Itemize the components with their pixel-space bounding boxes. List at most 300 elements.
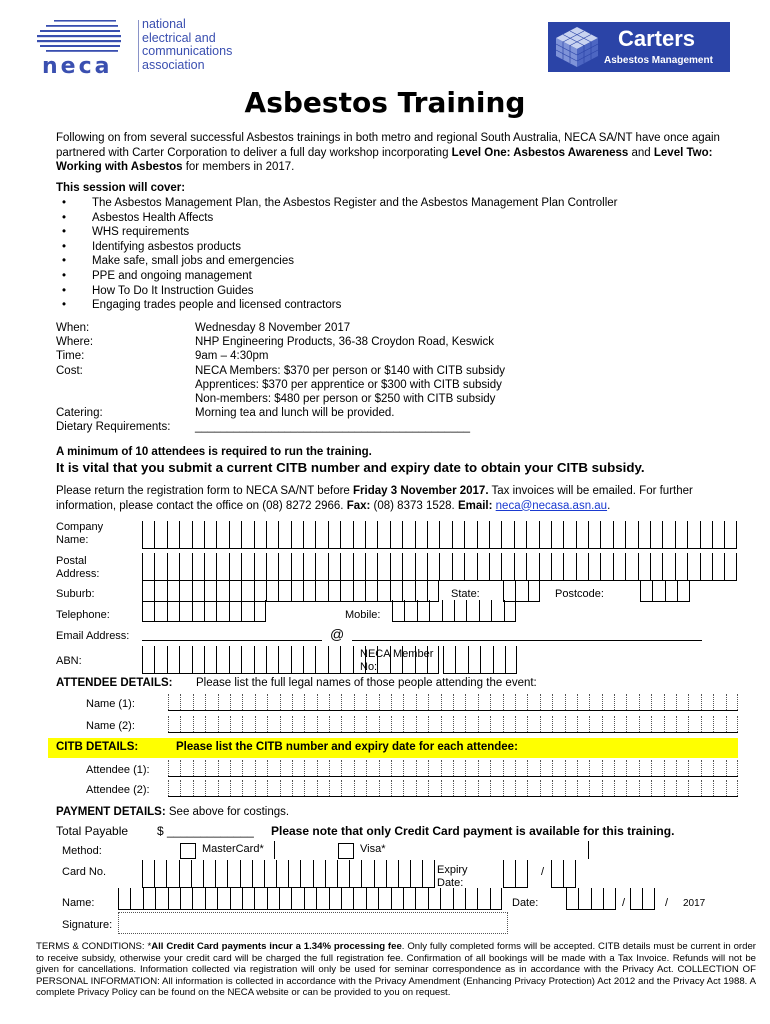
char-cell[interactable] xyxy=(453,780,465,796)
char-cell[interactable] xyxy=(192,888,204,910)
char-cell[interactable] xyxy=(278,553,290,581)
char-cell[interactable] xyxy=(566,888,578,910)
char-cell[interactable] xyxy=(440,888,452,910)
visa-checkbox[interactable] xyxy=(338,843,354,859)
char-cell[interactable] xyxy=(490,780,502,796)
char-cell[interactable] xyxy=(464,521,476,549)
char-cell[interactable] xyxy=(303,521,315,549)
char-cell[interactable] xyxy=(417,600,429,622)
char-cell[interactable] xyxy=(540,716,552,732)
char-cell[interactable] xyxy=(280,694,292,710)
char-cell[interactable] xyxy=(266,646,278,674)
char-cell[interactable] xyxy=(266,521,278,549)
char-cell[interactable] xyxy=(230,780,242,796)
char-cell[interactable] xyxy=(464,553,476,581)
char-cell[interactable] xyxy=(478,716,490,732)
char-cell[interactable] xyxy=(242,716,254,732)
char-cell[interactable] xyxy=(552,694,564,710)
char-cell[interactable] xyxy=(193,760,205,776)
char-cell[interactable] xyxy=(651,760,663,776)
char-cell[interactable] xyxy=(365,553,377,581)
char-cell[interactable] xyxy=(328,553,340,581)
char-cell[interactable] xyxy=(403,780,415,796)
char-cell[interactable] xyxy=(279,888,291,910)
char-cell[interactable] xyxy=(255,760,267,776)
char-cell[interactable] xyxy=(713,716,725,732)
char-cell[interactable] xyxy=(453,694,465,710)
char-cell[interactable] xyxy=(180,888,192,910)
char-cell[interactable] xyxy=(614,780,626,796)
char-cell[interactable] xyxy=(403,888,415,910)
char-cell[interactable] xyxy=(422,860,434,888)
char-cell[interactable] xyxy=(402,553,414,581)
char-cell[interactable] xyxy=(192,580,204,602)
char-cell[interactable] xyxy=(329,716,341,732)
char-cell[interactable] xyxy=(291,521,303,549)
char-cell[interactable] xyxy=(328,521,340,549)
char-cell[interactable] xyxy=(664,760,676,776)
char-cell[interactable] xyxy=(267,694,279,710)
char-cell[interactable] xyxy=(565,780,577,796)
postcode-field[interactable] xyxy=(640,580,690,602)
cardholder-name-field[interactable] xyxy=(118,888,502,910)
char-cell[interactable] xyxy=(179,553,191,581)
char-cell[interactable] xyxy=(614,716,626,732)
char-cell[interactable] xyxy=(514,521,526,549)
char-cell[interactable] xyxy=(379,716,391,732)
char-cell[interactable] xyxy=(266,553,278,581)
char-cell[interactable] xyxy=(416,760,428,776)
char-cell[interactable] xyxy=(340,580,352,602)
char-cell[interactable] xyxy=(361,860,373,888)
char-cell[interactable] xyxy=(726,780,738,796)
char-cell[interactable] xyxy=(142,521,154,549)
char-cell[interactable] xyxy=(291,580,303,602)
char-cell[interactable] xyxy=(390,553,402,581)
char-cell[interactable] xyxy=(386,860,398,888)
char-cell[interactable] xyxy=(638,553,650,581)
char-cell[interactable] xyxy=(337,860,349,888)
char-cell[interactable] xyxy=(676,760,688,776)
char-cell[interactable] xyxy=(366,694,378,710)
char-cell[interactable] xyxy=(204,553,216,581)
char-cell[interactable] xyxy=(490,716,502,732)
char-cell[interactable] xyxy=(267,760,279,776)
char-cell[interactable] xyxy=(215,860,227,888)
char-cell[interactable] xyxy=(325,860,337,888)
char-cell[interactable] xyxy=(701,694,713,710)
char-cell[interactable] xyxy=(204,521,216,549)
char-cell[interactable] xyxy=(154,860,166,888)
char-cell[interactable] xyxy=(392,600,404,622)
char-cell[interactable] xyxy=(341,694,353,710)
char-cell[interactable] xyxy=(291,888,303,910)
char-cell[interactable] xyxy=(441,780,453,796)
char-cell[interactable] xyxy=(353,553,365,581)
char-cell[interactable] xyxy=(503,694,515,710)
neca-member-field[interactable] xyxy=(443,646,517,674)
attendee-2-citb-field[interactable] xyxy=(168,780,738,797)
char-cell[interactable] xyxy=(142,646,154,674)
char-cell[interactable] xyxy=(168,888,180,910)
char-cell[interactable] xyxy=(379,780,391,796)
char-cell[interactable] xyxy=(688,780,700,796)
char-cell[interactable] xyxy=(515,580,527,602)
char-cell[interactable] xyxy=(465,888,477,910)
char-cell[interactable] xyxy=(614,760,626,776)
char-cell[interactable] xyxy=(589,716,601,732)
char-cell[interactable] xyxy=(328,646,340,674)
char-cell[interactable] xyxy=(589,694,601,710)
char-cell[interactable] xyxy=(354,780,366,796)
char-cell[interactable] xyxy=(205,716,217,732)
char-cell[interactable] xyxy=(167,580,179,602)
char-cell[interactable] xyxy=(493,646,505,674)
char-cell[interactable] xyxy=(254,646,266,674)
char-cell[interactable] xyxy=(688,760,700,776)
char-cell[interactable] xyxy=(443,646,455,674)
char-cell[interactable] xyxy=(565,716,577,732)
char-cell[interactable] xyxy=(614,694,626,710)
char-cell[interactable] xyxy=(329,780,341,796)
char-cell[interactable] xyxy=(204,580,216,602)
char-cell[interactable] xyxy=(577,760,589,776)
char-cell[interactable] xyxy=(229,521,241,549)
char-cell[interactable] xyxy=(501,553,513,581)
char-cell[interactable] xyxy=(168,780,180,796)
char-cell[interactable] xyxy=(328,580,340,602)
char-cell[interactable] xyxy=(354,694,366,710)
char-cell[interactable] xyxy=(216,646,228,674)
char-cell[interactable] xyxy=(724,521,736,549)
char-cell[interactable] xyxy=(168,760,180,776)
char-cell[interactable] xyxy=(455,646,467,674)
char-cell[interactable] xyxy=(300,860,312,888)
char-cell[interactable] xyxy=(229,600,241,622)
char-cell[interactable] xyxy=(527,760,539,776)
char-cell[interactable] xyxy=(379,694,391,710)
char-cell[interactable] xyxy=(180,780,192,796)
state-field[interactable] xyxy=(503,580,540,602)
char-cell[interactable] xyxy=(477,888,489,910)
char-cell[interactable] xyxy=(241,553,253,581)
char-cell[interactable] xyxy=(465,780,477,796)
char-cell[interactable] xyxy=(664,716,676,732)
char-cell[interactable] xyxy=(241,646,253,674)
char-cell[interactable] xyxy=(588,553,600,581)
char-cell[interactable] xyxy=(577,694,589,710)
char-cell[interactable] xyxy=(552,716,564,732)
char-cell[interactable] xyxy=(504,600,516,622)
char-cell[interactable] xyxy=(379,760,391,776)
char-cell[interactable] xyxy=(315,521,327,549)
char-cell[interactable] xyxy=(340,521,352,549)
char-cell[interactable] xyxy=(650,553,662,581)
char-cell[interactable] xyxy=(179,860,191,888)
char-cell[interactable] xyxy=(576,521,588,549)
char-cell[interactable] xyxy=(439,553,451,581)
char-cell[interactable] xyxy=(415,553,427,581)
char-cell[interactable] xyxy=(278,580,290,602)
char-cell[interactable] xyxy=(168,716,180,732)
char-cell[interactable] xyxy=(625,521,637,549)
char-cell[interactable] xyxy=(130,888,142,910)
char-cell[interactable] xyxy=(142,553,154,581)
char-cell[interactable] xyxy=(526,521,538,549)
char-cell[interactable] xyxy=(651,694,663,710)
char-cell[interactable] xyxy=(304,888,316,910)
char-cell[interactable] xyxy=(280,780,292,796)
char-cell[interactable] xyxy=(155,888,167,910)
char-cell[interactable] xyxy=(179,521,191,549)
char-cell[interactable] xyxy=(317,760,329,776)
char-cell[interactable] xyxy=(366,760,378,776)
char-cell[interactable] xyxy=(540,760,552,776)
char-cell[interactable] xyxy=(254,521,266,549)
char-cell[interactable] xyxy=(304,694,316,710)
char-cell[interactable] xyxy=(377,580,389,602)
char-cell[interactable] xyxy=(429,600,441,622)
char-cell[interactable] xyxy=(366,780,378,796)
char-cell[interactable] xyxy=(441,694,453,710)
char-cell[interactable] xyxy=(410,860,422,888)
char-cell[interactable] xyxy=(600,521,612,549)
char-cell[interactable] xyxy=(652,580,664,602)
char-cell[interactable] xyxy=(441,760,453,776)
char-cell[interactable] xyxy=(552,780,564,796)
char-cell[interactable] xyxy=(264,860,276,888)
char-cell[interactable] xyxy=(303,580,315,602)
char-cell[interactable] xyxy=(540,694,552,710)
char-cell[interactable] xyxy=(639,716,651,732)
char-cell[interactable] xyxy=(491,600,503,622)
char-cell[interactable] xyxy=(626,716,638,732)
char-cell[interactable] xyxy=(242,888,254,910)
char-cell[interactable] xyxy=(341,780,353,796)
char-cell[interactable] xyxy=(154,580,166,602)
char-cell[interactable] xyxy=(227,860,239,888)
total-payable-field[interactable]: $ _____________ xyxy=(157,824,254,838)
char-cell[interactable] xyxy=(466,600,478,622)
char-cell[interactable] xyxy=(143,888,155,910)
char-cell[interactable] xyxy=(167,521,179,549)
date-day-field[interactable] xyxy=(566,888,616,910)
postal-address-field[interactable] xyxy=(142,553,737,581)
char-cell[interactable] xyxy=(675,521,687,549)
char-cell[interactable] xyxy=(428,760,440,776)
char-cell[interactable] xyxy=(539,521,551,549)
char-cell[interactable] xyxy=(505,646,517,674)
char-cell[interactable] xyxy=(701,716,713,732)
char-cell[interactable] xyxy=(551,860,563,888)
char-cell[interactable] xyxy=(252,860,264,888)
char-cell[interactable] xyxy=(453,760,465,776)
email-link[interactable]: neca@necasa.asn.au xyxy=(495,499,608,512)
char-cell[interactable] xyxy=(453,888,465,910)
char-cell[interactable] xyxy=(353,888,365,910)
char-cell[interactable] xyxy=(292,694,304,710)
char-cell[interactable] xyxy=(391,888,403,910)
char-cell[interactable] xyxy=(514,553,526,581)
char-cell[interactable] xyxy=(700,521,712,549)
char-cell[interactable] xyxy=(428,780,440,796)
char-cell[interactable] xyxy=(218,780,230,796)
char-cell[interactable] xyxy=(313,860,325,888)
char-cell[interactable] xyxy=(230,716,242,732)
char-cell[interactable] xyxy=(563,521,575,549)
char-cell[interactable] xyxy=(626,760,638,776)
char-cell[interactable] xyxy=(292,780,304,796)
char-cell[interactable] xyxy=(640,580,652,602)
char-cell[interactable] xyxy=(638,521,650,549)
char-cell[interactable] xyxy=(688,694,700,710)
char-cell[interactable] xyxy=(551,521,563,549)
char-cell[interactable] xyxy=(229,580,241,602)
char-cell[interactable] xyxy=(192,521,204,549)
char-cell[interactable] xyxy=(563,860,575,888)
char-cell[interactable] xyxy=(216,553,228,581)
char-cell[interactable] xyxy=(218,716,230,732)
char-cell[interactable] xyxy=(204,600,216,622)
telephone-field[interactable] xyxy=(142,600,266,622)
char-cell[interactable] xyxy=(377,553,389,581)
char-cell[interactable] xyxy=(304,760,316,776)
char-cell[interactable] xyxy=(340,646,352,674)
char-cell[interactable] xyxy=(267,716,279,732)
char-cell[interactable] xyxy=(303,646,315,674)
char-cell[interactable] xyxy=(677,580,689,602)
char-cell[interactable] xyxy=(651,780,663,796)
char-cell[interactable] xyxy=(701,760,713,776)
char-cell[interactable] xyxy=(490,888,502,910)
char-cell[interactable] xyxy=(254,888,266,910)
char-cell[interactable] xyxy=(278,521,290,549)
char-cell[interactable] xyxy=(205,780,217,796)
char-cell[interactable] xyxy=(179,580,191,602)
mastercard-checkbox[interactable] xyxy=(180,843,196,859)
char-cell[interactable] xyxy=(602,780,614,796)
name-1-field[interactable] xyxy=(168,694,738,711)
char-cell[interactable] xyxy=(639,780,651,796)
char-cell[interactable] xyxy=(452,553,464,581)
char-cell[interactable] xyxy=(625,553,637,581)
char-cell[interactable] xyxy=(216,580,228,602)
char-cell[interactable] xyxy=(602,694,614,710)
char-cell[interactable] xyxy=(428,694,440,710)
char-cell[interactable] xyxy=(712,553,724,581)
char-cell[interactable] xyxy=(613,521,625,549)
char-cell[interactable] xyxy=(193,716,205,732)
char-cell[interactable] xyxy=(676,716,688,732)
char-cell[interactable] xyxy=(154,553,166,581)
char-cell[interactable] xyxy=(415,580,427,602)
char-cell[interactable] xyxy=(428,716,440,732)
char-cell[interactable] xyxy=(365,580,377,602)
char-cell[interactable] xyxy=(280,716,292,732)
char-cell[interactable] xyxy=(241,600,253,622)
char-cell[interactable] xyxy=(465,694,477,710)
char-cell[interactable] xyxy=(391,694,403,710)
char-cell[interactable] xyxy=(713,780,725,796)
char-cell[interactable] xyxy=(303,553,315,581)
char-cell[interactable] xyxy=(427,580,439,602)
date-month-field[interactable] xyxy=(630,888,655,910)
char-cell[interactable] xyxy=(242,780,254,796)
char-cell[interactable] xyxy=(501,521,513,549)
email-user-field[interactable] xyxy=(142,640,322,641)
char-cell[interactable] xyxy=(577,716,589,732)
char-cell[interactable] xyxy=(403,760,415,776)
char-cell[interactable] xyxy=(205,760,217,776)
char-cell[interactable] xyxy=(229,553,241,581)
char-cell[interactable] xyxy=(712,521,724,549)
char-cell[interactable] xyxy=(241,580,253,602)
char-cell[interactable] xyxy=(329,760,341,776)
char-cell[interactable] xyxy=(415,888,427,910)
char-cell[interactable] xyxy=(503,716,515,732)
char-cell[interactable] xyxy=(340,553,352,581)
email-domain-field[interactable] xyxy=(352,640,702,641)
char-cell[interactable] xyxy=(315,646,327,674)
char-cell[interactable] xyxy=(154,521,166,549)
char-cell[interactable] xyxy=(217,888,229,910)
char-cell[interactable] xyxy=(404,600,416,622)
attendee-1-citb-field[interactable] xyxy=(168,760,738,777)
char-cell[interactable] xyxy=(662,521,674,549)
char-cell[interactable] xyxy=(167,553,179,581)
char-cell[interactable] xyxy=(304,780,316,796)
char-cell[interactable] xyxy=(626,694,638,710)
char-cell[interactable] xyxy=(291,553,303,581)
char-cell[interactable] xyxy=(203,860,215,888)
char-cell[interactable] xyxy=(515,860,527,888)
char-cell[interactable] xyxy=(278,646,290,674)
char-cell[interactable] xyxy=(427,521,439,549)
char-cell[interactable] xyxy=(589,780,601,796)
char-cell[interactable] xyxy=(341,716,353,732)
char-cell[interactable] xyxy=(515,694,527,710)
char-cell[interactable] xyxy=(267,780,279,796)
char-cell[interactable] xyxy=(416,694,428,710)
char-cell[interactable] xyxy=(241,521,253,549)
char-cell[interactable] xyxy=(304,716,316,732)
char-cell[interactable] xyxy=(665,580,677,602)
char-cell[interactable] xyxy=(288,860,300,888)
char-cell[interactable] xyxy=(266,580,278,602)
char-cell[interactable] xyxy=(427,553,439,581)
char-cell[interactable] xyxy=(366,888,378,910)
char-cell[interactable] xyxy=(167,646,179,674)
card-number-field[interactable] xyxy=(142,860,435,888)
expiry-year-field[interactable] xyxy=(551,860,576,888)
char-cell[interactable] xyxy=(192,600,204,622)
char-cell[interactable] xyxy=(180,760,192,776)
char-cell[interactable] xyxy=(465,760,477,776)
char-cell[interactable] xyxy=(390,580,402,602)
char-cell[interactable] xyxy=(167,600,179,622)
char-cell[interactable] xyxy=(552,760,564,776)
char-cell[interactable] xyxy=(180,716,192,732)
char-cell[interactable] xyxy=(713,760,725,776)
char-cell[interactable] xyxy=(192,646,204,674)
char-cell[interactable] xyxy=(180,694,192,710)
char-cell[interactable] xyxy=(390,521,402,549)
char-cell[interactable] xyxy=(341,888,353,910)
char-cell[interactable] xyxy=(218,760,230,776)
char-cell[interactable] xyxy=(193,694,205,710)
char-cell[interactable] xyxy=(118,888,130,910)
char-cell[interactable] xyxy=(415,521,427,549)
